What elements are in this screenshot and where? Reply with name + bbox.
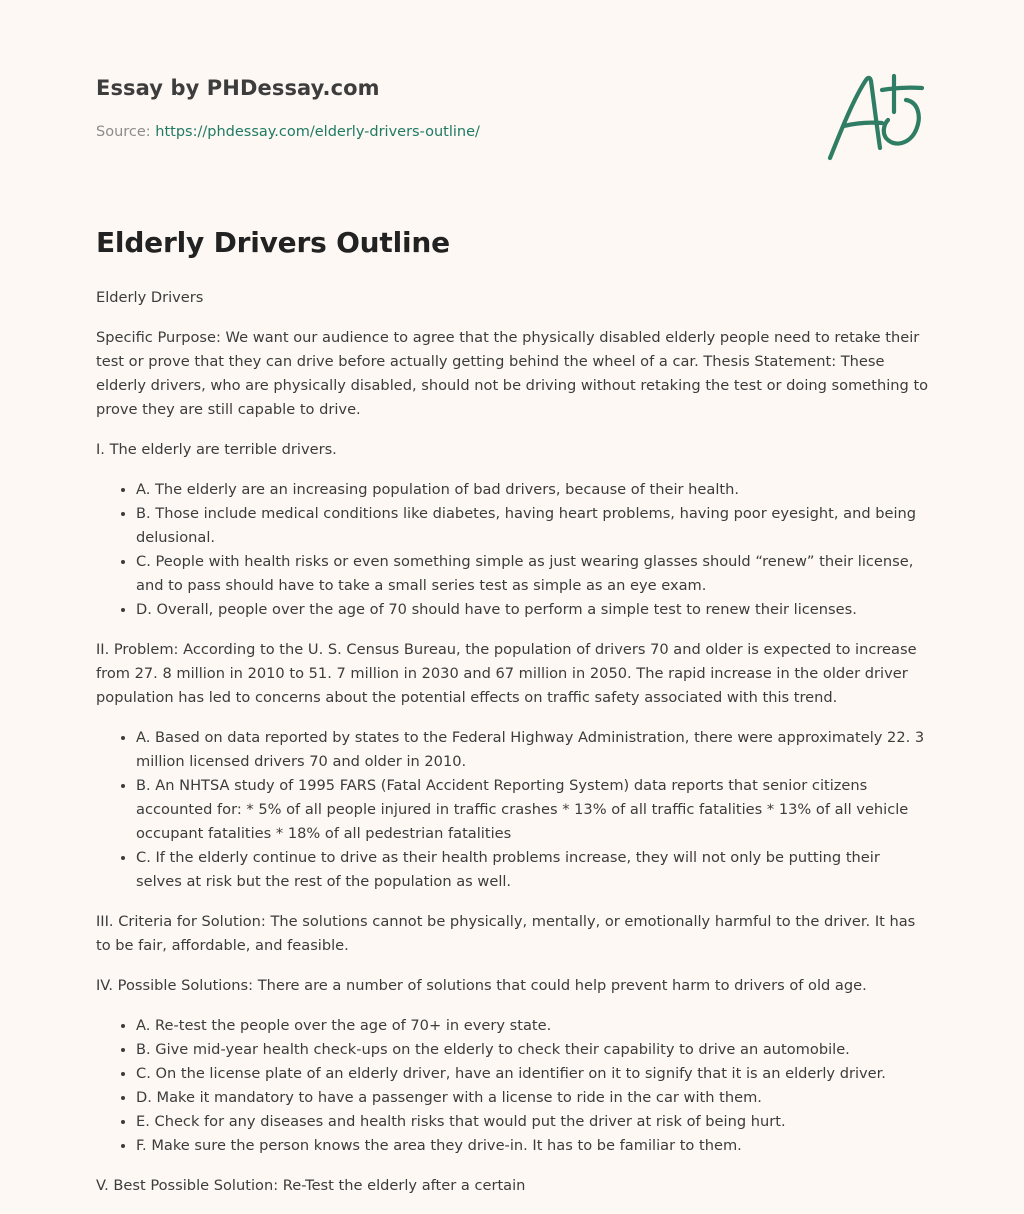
list-item: • E. Check for any diseases and health risks that would put the driver at risk of being hurt.: [136, 1110, 930, 1134]
intro-paragraph: Elderly Drivers: [96, 289, 204, 306]
list-item: • C. People with health risks or even something simple as just wearing glasses should “renew” their license, and to pass should have to take a small series test as simple as an eye exam.: [136, 550, 930, 598]
list-item: • B. Give mid-year health check-ups on the elderly to check their capability to drive an automobile.: [136, 1038, 930, 1062]
source-label: Source:: [96, 124, 156, 140]
essay-body: [96, 286, 930, 1214]
section-1-heading: I. The elderly are terrible drivers.: [96, 441, 337, 458]
source-link[interactable]: https://phdessay.com/elderly-drivers-outline/: [155, 124, 480, 140]
list-item: • A. Based on data reported by states to the Federal Highway Administration, there were approximately 22. 3 million licensed drivers 70 and older in 2010.: [136, 726, 930, 774]
list-item: • A. Re-test the people over the age of 70+ in every state.: [136, 1014, 930, 1038]
a-plus-logo-icon: [822, 68, 928, 166]
brand-name: Essay by PHDessay.com: [96, 76, 380, 100]
section-1-list: [96, 478, 930, 622]
section-3-heading: III. Criteria for Solution: The solutions cannot be physically, mentally, or emotionally harmful to the driver. It has to be fair, affordable, and feasible.: [96, 913, 916, 954]
section-2-heading: II. Problem: According to the U. S. Census Bureau, the population of drivers 70 and older is expected to increase from 27. 8 million in 2010 to 51. 7 million in 2030 and 67 million in 2050. The rapid increase in the older driver population has led to concerns about the potential effects on traffic safety associated with this trend.: [96, 641, 917, 706]
list-item: • A. The elderly are an increasing population of bad drivers, because of their health.: [136, 478, 930, 502]
section-4-list: [96, 1014, 930, 1158]
list-item: • D. Overall, people over the age of 70 should have to perform a simple test to renew their licenses.: [136, 598, 930, 622]
list-item: • F. Make sure the person knows the area they drive-in. It has to be familiar to them.: [136, 1134, 930, 1158]
section-2-list: [96, 726, 930, 894]
list-item: • C. If the elderly continue to drive as their health problems increase, they will not only be putting their selves at risk but the rest of the population as well.: [136, 846, 930, 894]
list-item: • B. An NHTSA study of 1995 FARS (Fatal Accident Reporting System) data reports that senior citizens accounted for: * 5% of all people injured in traffic crashes * 13% of all traffic fatalities * 13% of all vehicle occupant fatalities * 18% of all pedestrian fatalities: [136, 774, 930, 846]
list-item: • D. Make it mandatory to have a passenger with a license to ride in the car with them.: [136, 1086, 930, 1110]
purpose-paragraph: Specific Purpose: We want our audience to agree that the physically disabled elderly people need to retake their test or prove that they can drive before actually getting behind the wheel of a car. Thesis Statement: These elderly drivers, who are physically disabled, should not be driving without retaking the test or doing something to prove they are still capable to drive.: [96, 329, 929, 418]
source-line: [96, 124, 480, 140]
section-4-heading: IV. Possible Solutions: There are a number of solutions that could help prevent harm to drivers of old age.: [96, 977, 867, 994]
essay-title: Elderly Drivers Outline: [96, 226, 450, 259]
list-item: • B. Those include medical conditions like diabetes, having heart problems, having poor eyesight, and being delusional.: [136, 502, 930, 550]
list-item: • C. On the license plate of an elderly driver, have an identifier on it to signify that it is an elderly driver.: [136, 1062, 930, 1086]
section-5-heading: V. Best Possible Solution: Re-Test the elderly after a certain: [96, 1177, 526, 1194]
